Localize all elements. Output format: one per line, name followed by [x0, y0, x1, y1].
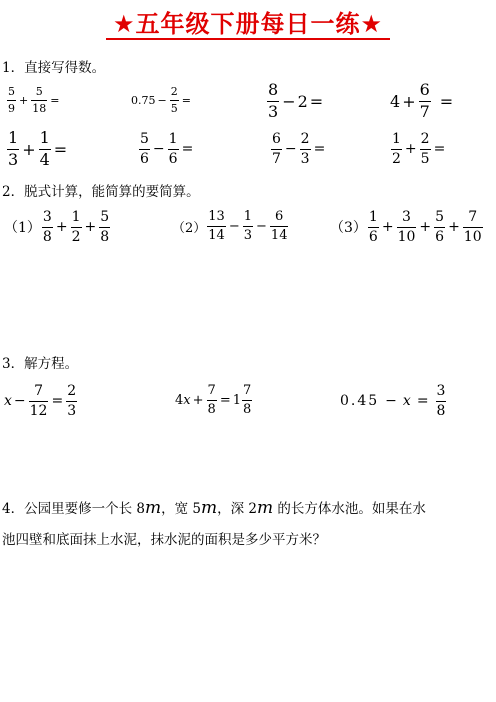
q2-b: （2） $\frac{13}{14}$ − $\frac{1}{3}$ − $\frac{6}{14}$	[172, 209, 288, 243]
fraction: $\frac{1}{2}$	[71, 209, 81, 245]
fraction: $\frac{7}{8}$	[207, 383, 216, 417]
q1-heading: 1．直接写得数。	[2, 60, 106, 76]
unit-m: m	[257, 498, 274, 518]
q3-heading: 3．解方程。	[2, 356, 79, 372]
q2-a: （1） $\frac{3}{8}$ + $\frac{1}{2}$ + $\frac{5}{8}$	[4, 209, 110, 245]
fraction: $\frac{8}{3}$	[268, 80, 279, 121]
fraction: $\frac{1}{2}$	[392, 131, 401, 167]
fraction: $\frac{1}{4}$	[39, 128, 50, 169]
fraction: $\frac{1}{3}$	[243, 209, 253, 243]
q3-a: x − $\frac{7}{12}$ = $\frac{2}{3}$	[4, 383, 77, 419]
fraction: $\frac{2}{5}$	[170, 85, 178, 115]
page-title: ★五年级下册每日一练★	[112, 10, 384, 38]
fraction: $\frac{1}{6}$	[368, 209, 378, 245]
q1-r2-a: $\frac{1}{3}$ + $\frac{1}{4}$ =	[8, 128, 68, 169]
q2-heading: 2．脱式计算，能简算的要简算。	[2, 184, 200, 200]
problem-label: （3）	[330, 220, 367, 237]
unit-m: m	[201, 498, 218, 518]
q1-r2-c: $\frac{6}{7}$ − $\frac{2}{3}$ =	[272, 131, 326, 167]
fraction: $\frac{1}{3}$	[8, 128, 19, 169]
q4-word-problem	[2, 495, 496, 554]
q1-r2-d: $\frac{1}{2}$ + $\frac{2}{5}$ =	[392, 131, 446, 167]
fraction: $\frac{7}{8}$	[243, 383, 252, 417]
title-underline	[106, 38, 390, 40]
fraction: $\frac{7}{10}$	[463, 209, 482, 245]
fraction: $\frac{3}{10}$	[397, 209, 416, 245]
fraction: $\frac{3}{8}$	[436, 383, 446, 419]
fraction: $\frac{5}{8}$	[100, 209, 110, 245]
q2-c: （3） $\frac{1}{6}$ + $\frac{3}{10}$ + $\frac{5}{6}$ + $\frac{7}{10}$	[330, 209, 482, 245]
fraction: $\frac{2}{5}$	[420, 131, 430, 167]
fraction: $\frac{13}{14}$	[208, 209, 225, 243]
problem-label: （1）	[4, 220, 41, 237]
variable-x: x	[183, 392, 191, 408]
fraction: $\frac{1}{6}$	[168, 131, 178, 167]
fraction: $\frac{6}{14}$	[270, 209, 288, 243]
q1-r1-c: $\frac{8}{3}$ − 2 =	[268, 80, 324, 121]
q4-line-1: 4．公园里要修一个长 8m，宽 5m，深 2m 的长方体水池。如果在水	[2, 498, 426, 518]
q1-r2-b: $\frac{5}{6}$ − $\frac{1}{6}$ =	[140, 131, 194, 167]
q1-r1-d: 4 + $\frac{6}{7}$ =	[390, 80, 454, 121]
fraction: $\frac{6}{7}$	[272, 131, 281, 167]
q3-c: 0.45 − x = $\frac{3}{8}$	[340, 383, 446, 419]
fraction: $\frac{5}{9}$	[8, 85, 15, 115]
fraction: $\frac{2}{3}$	[300, 131, 310, 167]
fraction: $\frac{5}{6}$	[140, 131, 149, 167]
q3-b: 4 x + $\frac{7}{8}$ = 1 $\frac{7}{8}$	[175, 383, 252, 417]
fraction: $\frac{5}{6}$	[435, 209, 445, 245]
q1-r1-a: $\frac{5}{9}$ + $\frac{5}{18}$ =	[8, 85, 60, 115]
unit-m: m	[144, 498, 162, 518]
fraction: $\frac{3}{8}$	[42, 209, 52, 245]
fraction: $\frac{5}{18}$	[32, 85, 47, 115]
variable-x: x	[402, 393, 411, 410]
fraction: $\frac{6}{7}$	[419, 80, 430, 121]
q4-line-2: 池四壁和底面抹上水泥，抹水泥的面积是多少平方米？	[2, 532, 326, 548]
fraction: $\frac{7}{12}$	[29, 383, 48, 419]
problem-label: （2）	[172, 220, 207, 236]
variable-x: x	[4, 393, 12, 410]
fraction: $\frac{2}{3}$	[67, 383, 77, 419]
q1-r1-b: 0.75 − $\frac{2}{5}$ =	[131, 85, 191, 115]
